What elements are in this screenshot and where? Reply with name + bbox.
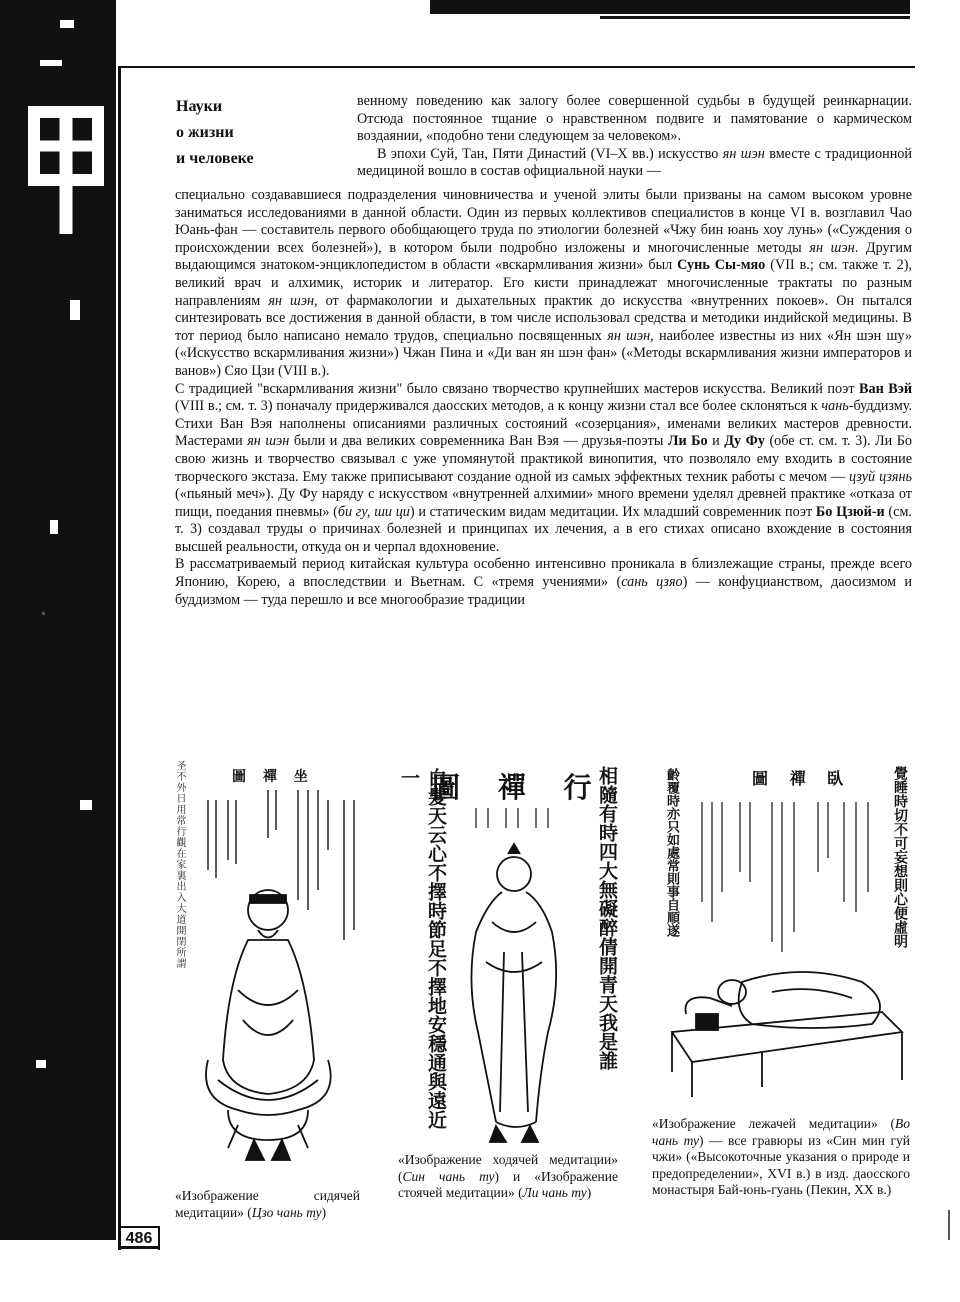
figure-sitting-caption: «Изображение сидячей медитации» (Цзо чань ту): [175, 1188, 360, 1220]
paragraph-1-start: В эпохи Суй, Тан, Пяти Династий (VI–X вв.) искусство ян шэн вместе с традиционной медициной вошло в состав официальной науки —: [357, 145, 912, 180]
figure-sitting-meditation: [168, 760, 368, 1180]
paragraph-3: В рассматриваемый период китайская культура особенно интенсивно проникала в близлежащие страны, прежде всего Японию, Корею, а впоследствии и Вьетнам. С «тремя учениями» (сань цзяо) — конфуцианством, даосизмом и буддизмом — туда перешло и все многообразие традиции: [175, 556, 912, 608]
section-title-line-3: и человеке: [176, 150, 254, 167]
emblem-glyph: [16, 100, 116, 240]
paragraph-0: венному поведению как залогу более совершенной судьбы в будущей реинкарнации. Отсюда постоянное тщание о нравственном подвиге и памятование о кармическом воздаянии, «подобно тени следующем за человеком».: [357, 93, 912, 145]
body-column-top: [357, 93, 912, 181]
sitting-meditator-engraving-icon: [168, 760, 368, 1180]
walking-meditator-engraving-icon: [396, 762, 628, 1147]
top-rule: [430, 0, 910, 14]
body-column-main: [175, 187, 912, 609]
figure-walking-meditation: [396, 762, 628, 1147]
figure-walking-side-text-right: 相隨有時四大無礙醉倩開青天我是誰: [596, 766, 618, 1070]
section-title: [176, 94, 346, 172]
figure-walking-side-text-left: 白髮天云心不擇時節足不擇地安穩通與遠近一: [398, 768, 447, 1129]
paragraph-2: С традицией "вскармливания жизни" было связано творчество крупнейших мастеров искусства. Великий поэт Ван Вэй (VIII в.; см. т. 3) поначалу придерживался даосских методов, а к концу жизни стал все более склоняться к чань-буддизму. Стихи Ван Вэя наполнены описаниями различных состояний «созерцания», именами великих мастеров древности. Мастерами ян шэн были и два великих современника Ван Вэя — друзья-поэты Ли Бо и Ду Фу (обе ст. см. т. 3). Ли Бо свою жизнь и творчество связывал с уже упомянутой практикой винопития, что позволяло ему входить в состояние творческого экстаза. Ему также приписывают создание одной из самых эффектных техник работы с мечом — цзуй цзянь («пьяный меч»). Ду Фу наряду с искусством «внутренней алхимии» много времени уделял древней практике «отказа от пищи, поедания пневмы» (би гу, ши ци) и статическим видам медитации. Их младший современник поэт Бо Цзюй-и (см. т. 3) создавал труды о причинах болезней и принципах их лечения, а в его стихах описано вхождение в состояния высшей реальности, откуда он и черпал вдохновение.: [175, 380, 913, 555]
figure-sitting-title: 圖 禪 坐: [232, 769, 314, 785]
paragraph-1-cont: специально создававшиеся подразделения чиновничества и ученой элиты были призваны на самом высоком уровне заниматься исследованиями в данной области. Один из первых коллективов специалистов в конце VI в. возглавил Чао Юань-фан — составитель первого обобщающего труда по этиологии болезней «Чжу бин юань хоу лунь» («Суждения о происхождении всех болезней»), в котором были подробно изложены и многочисленные методы ян шэн. Другим выдающимся знатоком-энциклопедистом в области «вскармливания жизни» был Сунь Сы-мяо (VII в.; см. также т. 2), великий врач и алхимик, историк и литератор. Его кисти принадлежат многочисленные трактаты по разным направлениям ян шэн, от фармакологии и дыхательных практик до искусства «внутренних покоев». Он пытался синтезировать все достижения в данной области, в том числе использовал средства и методики индийской медицины. В тот период было написано немало трудов, специально посвященных ян шэн, наиболее известны из них «Ян шэн шу» («Искусство вскармливания жизни») Чжан Пина и «Ди ван ян шэн фан» («Методы вскармливания жизни императоров и ванов») Сяо Цзи (VIII в.).: [175, 187, 913, 379]
section-title-line-2: о жизни: [176, 124, 234, 141]
section-title-line-1: Науки: [176, 98, 223, 115]
figure-walking-title: 圖 禪 行: [432, 771, 606, 804]
figure-lying-meditation: [662, 762, 914, 1107]
scan-speck: [42, 612, 45, 615]
figure-lying-side-text-left: 齡覆時亦只如處常則事自順遂: [664, 768, 679, 937]
lying-meditator-engraving-icon: [662, 762, 914, 1107]
figure-lying-caption: «Изображение лежачей медитации» (Во чань ту) — все гравюры из «Син мин гуй чжи» («Высокоточные указания о природе и предопределении», XVI в.) в изд. даосского монастыря Бай-юнь-гуань (Пекин, XX в.): [652, 1116, 911, 1197]
figure-lying-title: 圖 禪 臥: [752, 769, 852, 788]
jia-glyph-icon: [16, 100, 116, 240]
scan-speck: [948, 1210, 950, 1240]
top-rule-thin: [600, 16, 910, 19]
page-number: 486: [120, 1226, 160, 1250]
figure-walking-caption: «Изображение ходячей медитации» (Син чань ту) и «Изображение стоячей медитации» (Ли чань ту): [398, 1152, 618, 1200]
figure-lying-side-text-right: 覺睡時切不可妄想則心便虛明: [892, 766, 908, 948]
figure-sitting-side-text: 圣不外日用常行觀在家裏出入大道開閉所謂: [174, 760, 185, 969]
